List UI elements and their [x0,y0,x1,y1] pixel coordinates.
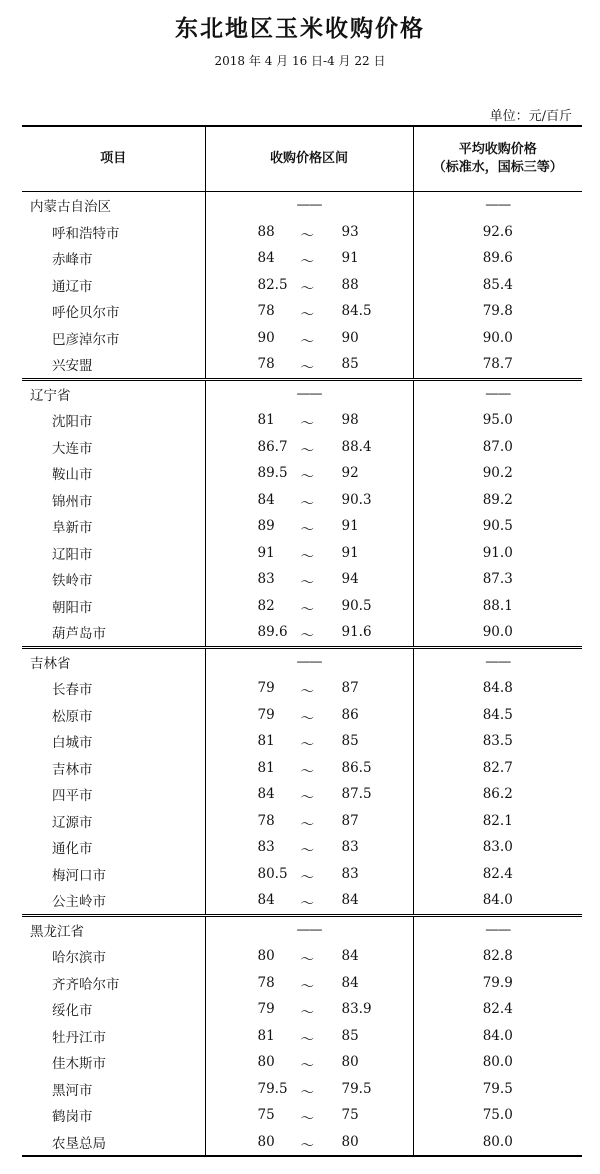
region-row [22,379,582,407]
range-high: 88 [341,276,359,293]
range-low: 81 [257,759,275,776]
price-range-cell [205,219,413,246]
price-range [206,887,413,913]
price-range-cell [205,460,413,487]
city-name: 松原市 [52,708,93,725]
range-low: 81 [257,412,275,429]
avg-price: 83.5 [413,728,582,755]
range-low: 84 [257,491,275,508]
table-row [22,219,582,246]
table-row [22,298,582,325]
avg-price: 82.1 [413,808,582,835]
city-name: 呼和浩特市 [52,225,120,242]
city-name: 辽源市 [52,814,93,831]
header-avg-line2: （标准水，国标三等） [432,160,563,175]
price-range [206,808,413,834]
avg-price: 75.0 [413,1102,582,1129]
price-range-cell [205,943,413,970]
table-row [22,593,582,620]
price-range-cell [205,1129,413,1157]
price-range [206,996,413,1022]
region-row [22,192,582,219]
range-low: 80.5 [257,865,288,882]
avg-price: 82.7 [413,755,582,782]
avg-price: 89.2 [413,487,582,514]
header-avg-line1: 平均收购价格 [458,142,537,157]
price-range-cell [205,1049,413,1076]
avg-price: 92.6 [413,219,582,246]
city-name: 佳木斯市 [52,1056,106,1073]
city-name: 巴彦淖尔市 [52,331,120,348]
avg-price: 84.8 [413,675,582,702]
region-row [22,647,582,675]
table-row [22,619,582,647]
header-avg [413,126,582,192]
price-range [206,298,413,324]
price-range [206,781,413,807]
range-tilde: ～ [300,333,314,350]
range-high: 79.5 [341,1080,372,1097]
price-range [206,325,413,351]
price-range [206,540,413,566]
avg-price: 78.7 [413,351,582,379]
range-high: 90.5 [341,597,372,614]
city-name: 鞍山市 [52,467,93,484]
range-low: 84 [257,250,275,267]
range-tilde: ～ [300,307,314,324]
range-low: 84 [257,892,275,909]
price-range-cell [205,1102,413,1129]
price-range [206,272,413,298]
city-name: 大连市 [52,440,93,457]
table-row [22,834,582,861]
price-range [206,834,413,860]
price-range-cell [205,325,413,352]
table-row [22,325,582,352]
avg-price: 90.5 [413,513,582,540]
table-row [22,702,582,729]
price-range-cell [205,755,413,782]
range-low: 88 [257,223,275,240]
range-tilde: ～ [300,896,314,913]
range-tilde: ～ [300,816,314,833]
range-dash: —— [205,379,413,407]
range-low: 80 [257,1133,275,1150]
table-row [22,887,582,915]
range-tilde: ～ [300,522,314,539]
price-range-cell [205,619,413,647]
header-item: 项目 [22,126,205,192]
table-row [22,755,582,782]
range-tilde: ～ [300,684,314,701]
city-name: 通辽市 [52,278,93,295]
range-dash: —— [205,647,413,675]
avg-price: 88.1 [413,593,582,620]
range-high: 83 [341,865,359,882]
range-low: 79 [257,680,275,697]
avg-dash: —— [413,915,582,943]
avg-price: 79.9 [413,970,582,997]
avg-price: 90.0 [413,325,582,352]
price-range-cell [205,351,413,379]
range-high: 92 [341,465,359,482]
city-name: 朝阳市 [52,599,93,616]
avg-price: 87.0 [413,434,582,461]
range-tilde: ～ [300,1005,314,1022]
range-tilde: ～ [300,869,314,886]
price-range-cell [205,861,413,888]
range-tilde: ～ [300,601,314,618]
table-row [22,675,582,702]
price-range-cell [205,728,413,755]
range-tilde: ～ [300,978,314,995]
avg-price: 79.8 [413,298,582,325]
range-tilde: ～ [300,495,314,512]
range-high: 86 [341,706,359,723]
city-name: 阜新市 [52,520,93,537]
price-range [206,219,413,245]
range-tilde: ～ [300,1084,314,1101]
range-low: 82 [257,597,275,614]
avg-dash: —— [413,192,582,219]
range-low: 83 [257,839,275,856]
price-range [206,728,413,754]
region-name: 辽宁省 [22,379,205,407]
range-low: 78 [257,812,275,829]
avg-price: 82.4 [413,996,582,1023]
range-low: 89 [257,518,275,535]
table-row [22,1129,582,1157]
range-high: 84 [341,974,359,991]
avg-price: 84.5 [413,702,582,729]
range-tilde: ～ [300,1111,314,1128]
range-high: 90.3 [341,491,372,508]
avg-price: 90.2 [413,460,582,487]
city-name: 通化市 [52,841,93,858]
range-tilde: ～ [300,360,314,377]
table-row [22,781,582,808]
range-high: 83.9 [341,1001,372,1018]
city-name: 鹤岗市 [52,1109,93,1126]
table-row [22,272,582,299]
table-header-row [22,126,582,192]
range-high: 91 [341,518,359,535]
range-low: 89.5 [257,465,288,482]
price-range-cell [205,834,413,861]
table-row [22,1102,582,1129]
avg-price: 82.8 [413,943,582,970]
city-name: 辽阳市 [52,546,93,563]
price-range-cell [205,702,413,729]
region-row [22,915,582,943]
range-high: 91.6 [341,624,372,641]
date-range-subtitle: 2018 年 4 月 16 日-4 月 22 日 [214,54,386,68]
range-high: 87.5 [341,786,372,803]
range-tilde: ～ [300,280,314,297]
range-tilde: ～ [300,843,314,860]
avg-dash: —— [413,647,582,675]
range-low: 78 [257,974,275,991]
range-high: 91 [341,544,359,561]
range-tilde: ～ [300,710,314,727]
range-low: 75 [257,1107,275,1124]
range-low: 79.5 [257,1080,288,1097]
range-low: 79 [257,1001,275,1018]
avg-price: 80.0 [413,1129,582,1157]
avg-price: 90.0 [413,619,582,647]
table-row [22,540,582,567]
price-range [206,460,413,486]
range-high: 98 [341,412,359,429]
range-high: 88.4 [341,438,372,455]
city-name: 绥化市 [52,1003,93,1020]
range-high: 84 [341,892,359,909]
city-name: 梅河口市 [52,867,106,884]
range-low: 83 [257,571,275,588]
avg-price: 83.0 [413,834,582,861]
unit-label: 单位：元/百斤 [489,109,572,124]
range-tilde: ～ [300,763,314,780]
avg-price: 87.3 [413,566,582,593]
price-range-cell [205,298,413,325]
city-name: 四平市 [52,788,93,805]
city-name: 农垦总局 [52,1135,106,1152]
price-range [206,434,413,460]
table-row [22,808,582,835]
page-title: 东北地区玉米收购价格 [175,16,425,42]
table-row [22,728,582,755]
table-row [22,861,582,888]
price-range-cell [205,1076,413,1103]
city-name: 齐齐哈尔市 [52,976,120,993]
range-tilde: ～ [300,1031,314,1048]
range-high: 87 [341,812,359,829]
price-range-cell [205,1023,413,1050]
price-range [206,1102,413,1128]
price-range [206,675,413,701]
range-high: 94 [341,571,359,588]
city-name: 兴安盟 [52,358,93,375]
range-low: 89.6 [257,624,288,641]
avg-dash: —— [413,379,582,407]
range-low: 80 [257,1054,275,1071]
range-tilde: ～ [300,952,314,969]
range-tilde: ～ [300,442,314,459]
table-row [22,1076,582,1103]
price-range [206,1023,413,1049]
table-row [22,513,582,540]
price-range [206,513,413,539]
avg-price: 80.0 [413,1049,582,1076]
range-high: 90 [341,329,359,346]
range-low: 82.5 [257,276,288,293]
avg-price: 84.0 [413,887,582,915]
city-name: 长春市 [52,682,93,699]
range-tilde: ～ [300,254,314,271]
region-name: 黑龙江省 [22,915,205,943]
price-range [206,861,413,887]
table-row [22,943,582,970]
range-tilde: ～ [300,469,314,486]
region-name: 吉林省 [22,647,205,675]
table-row [22,460,582,487]
avg-price: 95.0 [413,407,582,434]
price-range-cell [205,540,413,567]
range-tilde: ～ [300,628,314,645]
range-high: 83 [341,839,359,856]
table-row [22,566,582,593]
price-range [206,593,413,619]
city-name: 牡丹江市 [52,1029,106,1046]
range-tilde: ～ [300,227,314,244]
avg-price: 79.5 [413,1076,582,1103]
city-name: 铁岭市 [52,573,93,590]
avg-price: 85.4 [413,272,582,299]
range-low: 79 [257,706,275,723]
avg-price: 84.0 [413,1023,582,1050]
table-row [22,351,582,379]
table-body [22,192,582,1157]
price-range [206,351,413,377]
range-low: 86.7 [257,438,288,455]
city-name: 白城市 [52,735,93,752]
price-range [206,943,413,969]
city-name: 沈阳市 [52,414,93,431]
table-row [22,245,582,272]
range-tilde: ～ [300,1137,314,1154]
table-row [22,487,582,514]
range-tilde: ～ [300,790,314,807]
avg-price: 86.2 [413,781,582,808]
table-row [22,407,582,434]
price-range-cell [205,970,413,997]
range-low: 84 [257,786,275,803]
price-range-cell [205,808,413,835]
price-range-cell [205,407,413,434]
avg-price: 82.4 [413,861,582,888]
range-high: 84.5 [341,303,372,320]
price-range [206,1129,413,1155]
price-range-cell [205,593,413,620]
range-dash: —— [205,192,413,219]
range-high: 85 [341,1027,359,1044]
table-row [22,434,582,461]
range-tilde: ～ [300,548,314,565]
price-range-cell [205,781,413,808]
range-high: 93 [341,223,359,240]
price-range [206,487,413,513]
city-name: 哈尔滨市 [52,950,106,967]
range-high: 86.5 [341,759,372,776]
range-low: 80 [257,948,275,965]
range-low: 78 [257,356,275,373]
table-row [22,1049,582,1076]
range-high: 80 [341,1054,359,1071]
avg-price: 91.0 [413,540,582,567]
city-name: 公主岭市 [52,894,106,911]
price-range-cell [205,513,413,540]
range-high: 91 [341,250,359,267]
price-range-cell [205,996,413,1023]
range-high: 80 [341,1133,359,1150]
range-low: 91 [257,544,275,561]
range-tilde: ～ [300,416,314,433]
price-range-cell [205,566,413,593]
price-range [206,1049,413,1075]
range-high: 87 [341,680,359,697]
range-high: 85 [341,356,359,373]
range-high: 75 [341,1107,359,1124]
price-range-cell [205,675,413,702]
price-range [206,702,413,728]
table-row [22,996,582,1023]
region-name: 内蒙古自治区 [30,199,111,216]
avg-price: 89.6 [413,245,582,272]
price-range [206,1076,413,1102]
range-low: 81 [257,1027,275,1044]
price-table [22,125,582,1157]
price-range-cell [205,272,413,299]
range-low: 90 [257,329,275,346]
table-row [22,970,582,997]
city-name: 赤峰市 [52,252,93,269]
range-high: 84 [341,948,359,965]
table-row [22,1023,582,1050]
city-name: 呼伦贝尔市 [52,305,120,322]
price-range [206,566,413,592]
range-dash: —— [205,915,413,943]
price-range [206,407,413,433]
range-high: 85 [341,733,359,750]
range-low: 81 [257,733,275,750]
city-name: 吉林市 [52,761,93,778]
price-range [206,970,413,996]
range-tilde: ～ [300,1058,314,1075]
header-range: 收购价格区间 [205,126,413,192]
price-range-cell [205,887,413,915]
price-range [206,619,413,645]
city-name: 葫芦岛市 [52,626,106,643]
city-name: 锦州市 [52,493,93,510]
price-range-cell [205,245,413,272]
city-name: 黑河市 [52,1082,93,1099]
price-range [206,245,413,271]
price-range [206,755,413,781]
range-low: 78 [257,303,275,320]
range-tilde: ～ [300,575,314,592]
price-range-cell [205,434,413,461]
range-tilde: ～ [300,737,314,754]
price-range-cell [205,487,413,514]
